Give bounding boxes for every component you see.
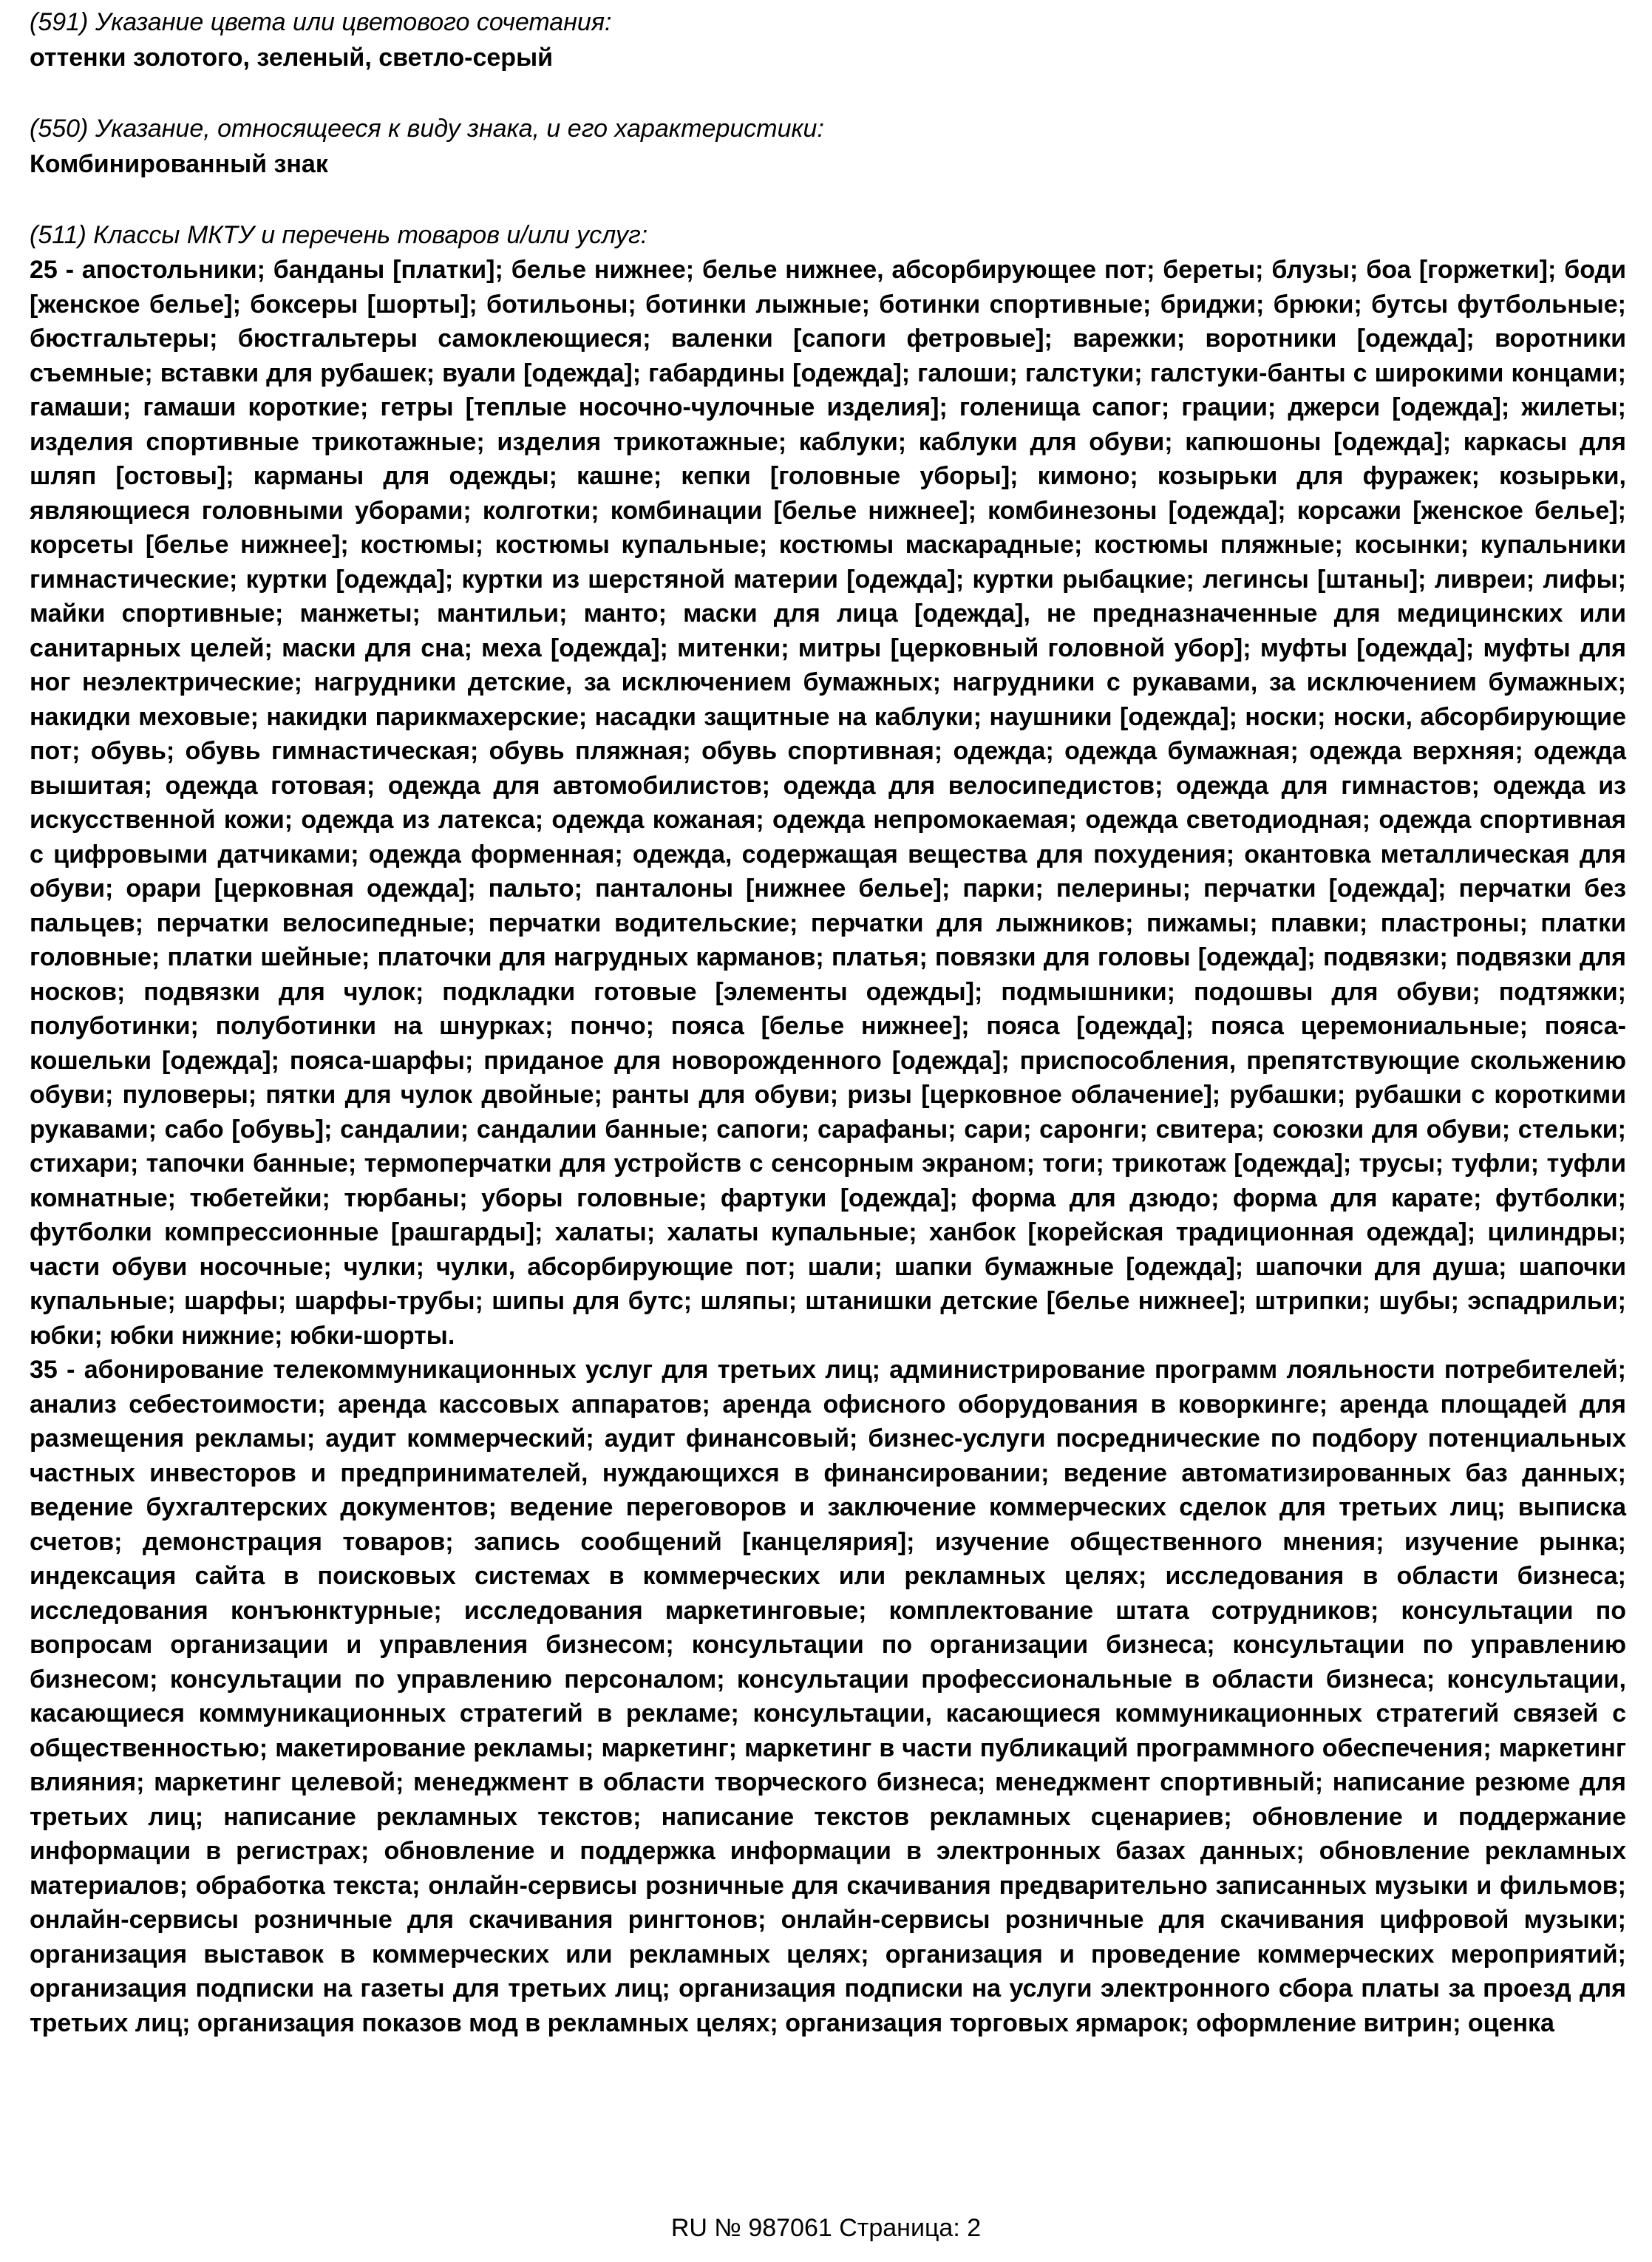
color-field-label: (591) Указание цвета или цветового сочетания: bbox=[30, 8, 612, 36]
color-field-value: оттенки золотого, зеленый, светло-серый bbox=[30, 44, 554, 72]
mark-type-field-value: Комбинированный знак bbox=[30, 150, 328, 178]
spacer bbox=[30, 75, 1626, 111]
mark-type-field-label: (550) Указание, относящееся к виду знака, и его характеристики: bbox=[30, 115, 824, 143]
spacer bbox=[30, 182, 1626, 217]
class-25-goods-list: 25 - апостольники; банданы [платки]; белье нижнее; белье нижнее, абсорбирующее пот; береты; блузы; боа [горжетки]; боди [женское белье]; боксеры [шорты]; ботильоны; ботинки лыжные; ботинки спортивные; бриджи; брюки; бутсы футбольные; бюстгальтеры; бюстгальтеры самоклеющиеся; валенки [сапоги фетровые]; варежки; воротники [одежда]; воротники съемные; вставки для рубашек; вуали [одежда]; габардины [одежда]; галоши; галстуки; галстуки-банты с широкими концами; гамаши; гамаши короткие; гетры [теплые носочно-чулочные изделия]; голенища сапог; грации; джерси [одежда]; жилеты; изделия спортивные трикотажные; изделия трикотажные; каблуки; каблуки для обуви; капюшоны [одежда]; каркасы для шляп [остовы]; карманы для одежды; кашне; кепки [головные уборы]; кимоно; козырьки для фуражек; козырьки, являющиеся головными уборами; колготки; комбинации [белье нижнее]; комбинезоны [одежда]; корсажи [женское белье]; корсеты [белье нижнее]; костюмы; костюмы купальные; костюмы маскарадные; костюмы пляжные; косынки; купальники гимнастические; куртки [одежда]; куртки из шерстяной материи [одежда]; куртки рыбацкие; легинсы [штаны]; ливреи; лифы; майки спортивные; манжеты; мантильи; манто; маски для лица [одежда], не предназначенные для медицинских или санитарных целей; маски для сна; меха [одежда]; митенки; митры [церковный головной убор]; муфты [одежда]; муфты для ног неэлектрические; нагрудники детские, за исключением бумажных; нагрудники с рукавами, за исключением бумажных; накидки меховые; накидки парикмахерские; насадки защитные на каблуки; наушники [одежда]; носки; носки, абсорбирующие пот; обувь; обувь гимнастическая; обувь пляжная; обувь спортивная; одежда; одежда бумажная; одежда верхняя; одежда вышитая; одежда готовая; одежда для автомобилистов; одежда для велосипедистов; одежда для гимнастов; одежда из искусственной кожи; одежда из латекса; одежда кожаная; одежда непромокаемая; одежда светодиодная; одежда спортивная с цифровыми датчиками; одежда форменная; одежда, содержащая вещества для похудения; окантовка металлическая для обуви; орари [церковная одежда]; пальто; панталоны [нижнее белье]; парки; пелерины; перчатки [одежда]; перчатки без пальцев; перчатки велосипедные; перчатки водительские; перчатки для лыжников; пижамы; плавки; пластроны; платки головные; платки шейные; платочки для нагрудных карманов; платья; повязки для головы [одежда]; подвязки; подвязки для носков; подвязки для чулок; подкладки готовые [элементы одежды]; подмышники; подошвы для обуви; подтяжки; полуботинки; полуботинки на шнурках; пончо; пояса [белье нижнее]; пояса [одежда]; пояса церемониальные; пояса-кошельки [одежда]; пояса-шарфы; приданое для новорожденного [одежда]; приспособления, препятствующие скольжению обуви; пуловеры; пятки для чулок двойные; ранты для обуви; ризы [церковное облачение]; рубашки; рубашки с короткими рукавами; сабо [обувь]; сандалии; сандалии банные; сапоги; сарафаны; сари; саронги; свитера; союзки для обуви; стельки; стихари; тапочки банные; термоперчатки для устройств с сенсорным экраном; тоги; трикотаж [одежда]; трусы; туфли; туфли комнатные; тюбетейки; тюрбаны; уборы головные; фартуки [одежда]; форма для дзюдо; форма для карате; футболки; футболки компрессионные [рашгарды]; халаты; халаты купальные; ханбок [корейская традиционная одежда]; цилиндры; части обуви носочные; чулки; чулки, абсорбирующие пот; шали; шапки бумажные [одежда]; шапочки для душа; шапочки купальные; шарфы; шарфы-трубы; шипы для бутс; шляпы; штанишки детские [белье нижнее]; штрипки; шубы; эспадрильи; юбки; юбки нижние; юбки-шорты. bbox=[30, 256, 1626, 1350]
class-35-services-list: 35 - абонирование телекоммуникационных услуг для третьих лиц; администрирование программ лояльности потребителей; анализ себестоимости; аренда кассовых аппаратов; аренда офисного оборудования в коворкинге; аренда площадей для размещения рекламы; аудит коммерческий; аудит финансовый; бизнес-услуги посреднические по подбору потенциальных частных инвесторов и предпринимателей, нуждающихся в финансировании; ведение автоматизированных баз данных; ведение бухгалтерских документов; ведение переговоров и заключение коммерческих сделок для третьих лиц; выписка счетов; демонстрация товаров; запись сообщений [канцелярия]; изучение общественного мнения; изучение рынка; индексация сайта в поисковых системах в коммерческих или рекламных целях; исследования в области бизнеса; исследования конъюнктурные; исследования маркетинговые; комплектование штата сотрудников; консультации по вопросам организации и управления бизнесом; консультации по организации бизнеса; консультации по управлению бизнесом; консультации по управлению персоналом; консультации профессиональные в области бизнеса; консультации, касающиеся коммуникационных стратегий в рекламе; консультации, касающиеся коммуникационных стратегий связей с общественностью; макетирование рекламы; маркетинг; маркетинг в части публикаций программного обеспечения; маркетинг влияния; маркетинг целевой; менеджмент в области творческого бизнеса; менеджмент спортивный; написание резюме для третьих лиц; написание рекламных текстов; написание текстов рекламных сценариев; обновление и поддержание информации в регистрах; обновление и поддержка информации в электронных базах данных; обновление рекламных материалов; обработка текста; онлайн-сервисы розничные для скачивания предварительно записанных музыки и фильмов; онлайн-сервисы розничные для скачивания рингтонов; онлайн-сервисы розничные для скачивания цифровой музыки; организация выставок в коммерческих или рекламных целях; организация и проведение коммерческих мероприятий; организация подписки на газеты для третьих лиц; организация подписки на услуги электронного сбора платы за проезд для третьих лиц; организация показов мод в рекламных целях; организация торговых ярмарок; оформление витрин; оценка bbox=[30, 1356, 1626, 2037]
classes-field-label: (511) Классы МКТУ и перечень товаров и/или услуг: bbox=[30, 221, 648, 249]
page-footer: RU № 987061 Страница: 2 bbox=[670, 2214, 982, 2242]
document-page bbox=[30, 4, 1626, 2040]
